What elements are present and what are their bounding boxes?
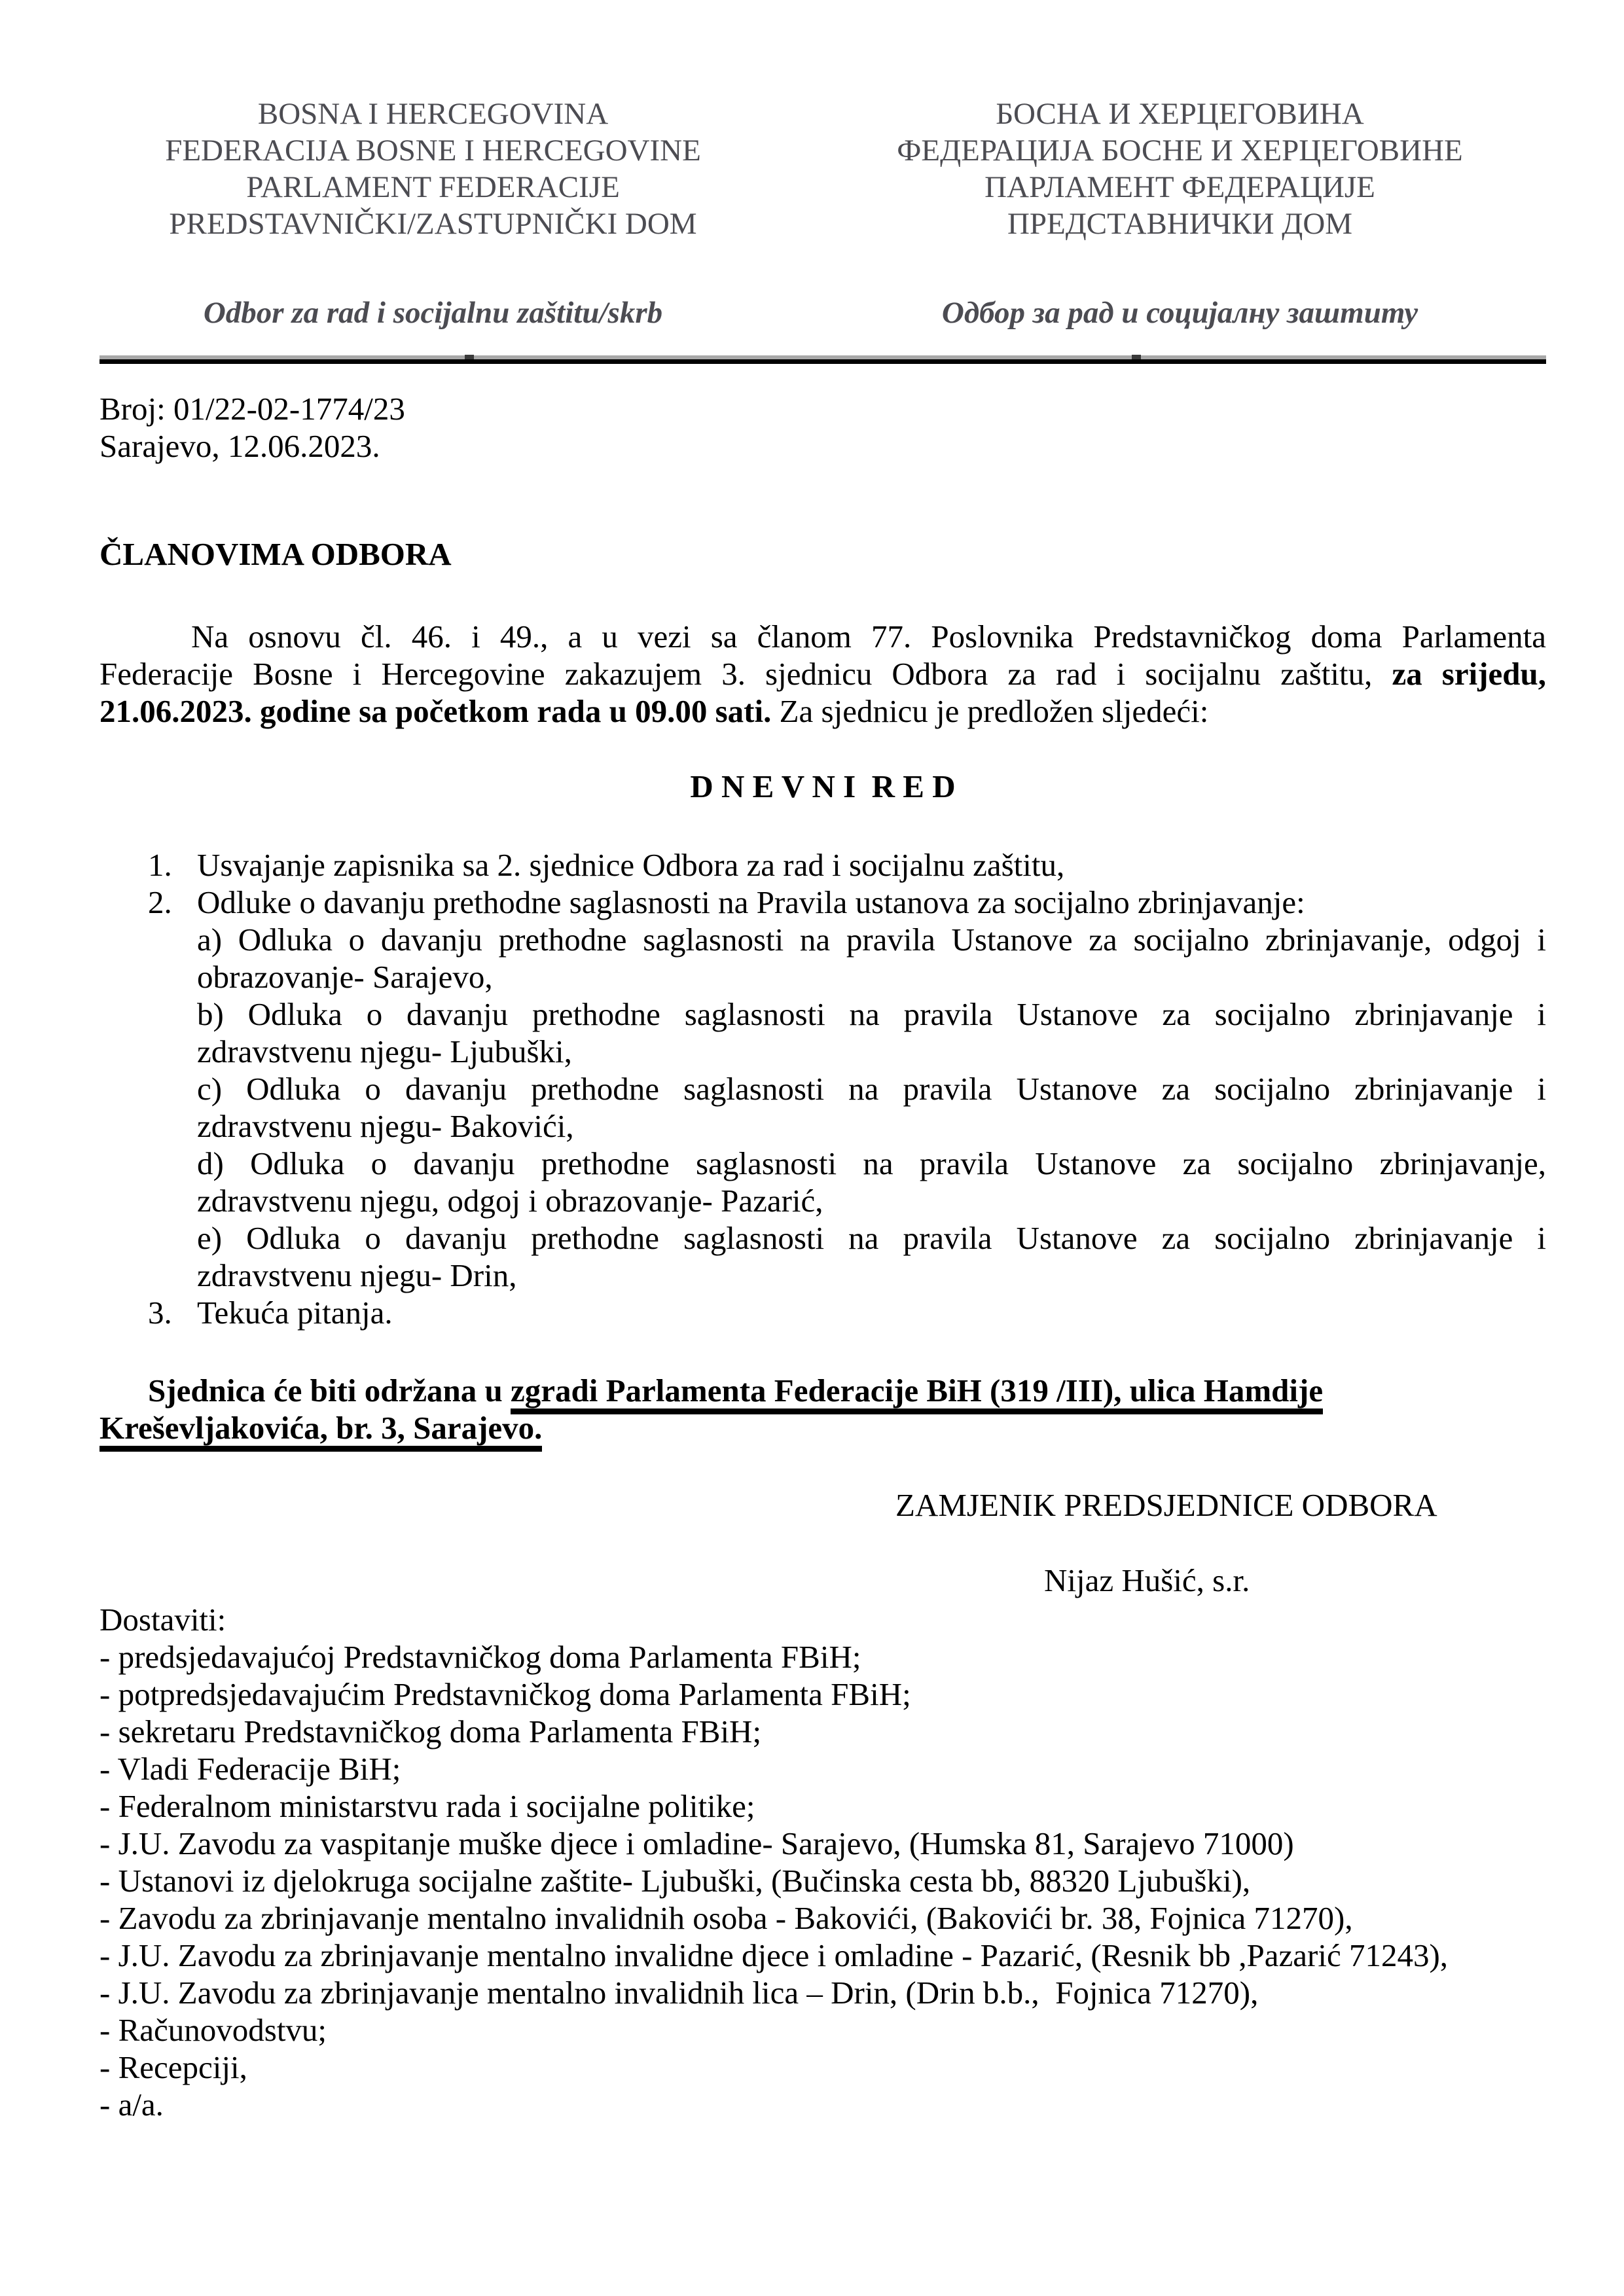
intro-line-3 [99,692,1546,730]
letterhead-line-house: PREDSTAVNIČKI/ZASTUPNIČKI DOM [169,207,697,241]
agenda-list [99,846,1546,1331]
agenda-subitem-c-line-1: c) Odluka o davanju prethodne saglasnosti na pravila Ustanove za socijalno zbrinjavanje i [197,1071,1546,1107]
agenda-title: D N E V N I R E D [690,768,956,804]
intro-line-2-regular: Federacije Bosne i Hercegovine zakazujem 3. sjednicu Odbora za rad i socijalnu zaštitu, [99,656,1392,692]
distribution-item-13: - a/a. [99,2087,164,2123]
distribution-label: Dostaviti: [99,1602,226,1638]
intro-line-1-text: Na osnovu čl. 46. i 49., a u vezi sa članom 77. Poslovnika Predstavničkog doma Parlamenta [191,619,1546,655]
letterhead-cyrillic [875,96,1485,331]
letterhead [99,96,1546,331]
signature-title: ZAMJENIK PREDSJEDNICE ODBORA [895,1487,1437,1523]
horizontal-rule [99,355,1546,364]
agenda-subitem-d-line-1: d) Odluka o davanju prethodne saglasnosti na pravila Ustanove za socijalno zbrinjavanje, [197,1145,1546,1181]
distribution-item-12: - Recepciji, [99,2049,247,2085]
letterhead-line-federation-cyr: ФЕДЕРАЦИЈА БОСНЕ И ХЕРЦЕГОВИНЕ [897,134,1463,168]
agenda-subitem-d-line-2: zdravstvenu njegu, odgoj i obrazovanje- Pazarić, [197,1183,823,1219]
location-prefix: Sjednica će biti održana u [148,1372,511,1408]
agenda-subitem-a-line-2: obrazovanje- Sarajevo, [197,959,493,995]
intro-line-3-bold: 21.06.2023. godine sa početkom rada u 09.00 sati. [99,693,772,729]
agenda-subitem-b-line-1: b) Odluka o davanju prethodne saglasnosti na pravila Ustanove za socijalno zbrinjavanje i [197,996,1546,1032]
agenda-item-3-number: 3. [148,1295,172,1331]
agenda-item-2-number: 2. [148,884,172,920]
agenda-subitem-e-line-1: e) Odluka o davanju prethodne saglasnosti na pravila Ustanove za socijalno zbrinjavanje i [197,1220,1546,1256]
distribution-item-11: - Računovodstvu; [99,2012,327,2048]
rule-scan-artifact [465,355,474,359]
distribution-item-7: - Ustanovi iz djelokruga socijalne zaštite- Ljubuški, (Bučinska cesta bb, 88320 Ljubuški), [99,1863,1251,1899]
signature-name: Nijaz Hušić, s.r. [1044,1562,1250,1598]
location-line-1 [99,1372,1546,1409]
document-number: Broj: 01/22-02-1774/23 [99,391,405,427]
distribution-item-5: - Federalnom ministarstvu rada i socijalne politike; [99,1788,755,1824]
committee-name-latin: Odbor za rad i socijalnu zaštitu/skrb [203,296,663,330]
letterhead-line-parliament-cyr: ПАРЛАМЕНТ ФЕДЕРАЦИЈЕ [984,170,1375,204]
intro-line-1 [99,618,1546,655]
place-and-date: Sarajevo, 12.06.2023. [99,428,380,464]
distribution-item-6: - J.U. Zavodu za vaspitanje muške djece i omladine- Sarajevo, (Humska 81, Sarajevo 71000) [99,1825,1294,1861]
distribution-item-8: - Zavodu za zbrinjavanje mentalno invalidnih osoba - Bakovići, (Bakovići br. 38, Fojnica 71270), [99,1900,1353,1936]
letterhead-line-country-cyr: БОСНА И ХЕРЦЕГОВИНА [996,97,1364,131]
location-line-2 [99,1409,1546,1446]
agenda-subitem-c-line-2: zdravstvenu njegu- Bakovići, [197,1108,574,1144]
committee-name-cyrillic: Одбор за рад и социјалну заштиту [941,296,1418,330]
intro-line-2 [99,655,1546,692]
agenda-item-2-text: Odluke o davanju prethodne saglasnosti na Pravila ustanova za socijalno zbrinjavanje: [197,884,1305,920]
distribution-item-3: - sekretaru Predstavničkog doma Parlamenta FBiH; [99,1713,762,1749]
reference-block [99,390,1546,465]
agenda-item-3-text: Tekuća pitanja. [197,1295,393,1331]
agenda-item-3 [99,1294,1546,1331]
letterhead-line-parliament: PARLAMENT FEDERACIJE [246,170,620,204]
letterhead-line-country: BOSNA I HERCEGOVINA [257,97,609,131]
distribution-item-9: - J.U. Zavodu za zbrinjavanje mentalno invalidne djece i omladine - Pazarić, (Resnik bb ,Pazarić 71243), [99,1937,1449,1973]
distribution-list [99,1601,1546,2123]
distribution-item-1: - predsjedavajućoj Predstavničkog doma Parlamenta FBiH; [99,1639,861,1675]
agenda-item-1 [99,846,1546,884]
letterhead-line-federation: FEDERACIJA BOSNE I HERCEGOVINE [165,134,701,168]
location-paragraph [99,1372,1546,1446]
letterhead-latin [147,96,719,331]
intro-line-2-bold: za srijedu, [1392,656,1547,692]
agenda-item-1-number: 1. [148,847,172,883]
addressee-line: ČLANOVIMA ODBORA [99,536,452,572]
agenda-item-2 [99,884,1546,921]
location-underlined-2: Kreševljakovića, br. 3, Sarajevo. [99,1410,542,1452]
rule-black-band [99,359,1546,364]
letterhead-line-house-cyr: ПРЕДСТАВНИЧКИ ДОМ [1007,207,1353,241]
distribution-item-2: - potpredsjedavajućim Predstavničkog doma Parlamenta FBiH; [99,1676,911,1712]
agenda-subitem-e-line-2: zdravstvenu njegu- Drin, [197,1257,517,1293]
rule-scan-artifact [1132,355,1141,359]
agenda-subitem-a-line-1: a) Odluka o davanju prethodne saglasnosti na pravila Ustanove za socijalno zbrinjavanje, odgoj i [197,922,1546,958]
location-underlined-1: zgradi Parlamenta Federacije BiH (319 /III), ulica Hamdije [511,1372,1323,1414]
intro-line-3-regular: Za sjednicu je predložen sljedeći: [771,693,1209,729]
distribution-item-4: - Vladi Federacije BiH; [99,1751,401,1787]
agenda-item-1-text: Usvajanje zapisnika sa 2. sjednice Odbora za rad i socijalnu zaštitu, [197,847,1065,883]
intro-paragraph [99,618,1546,730]
distribution-item-10: - J.U. Zavodu za zbrinjavanje mentalno invalidnih lica – Drin, (Drin b.b., Fojnica 71270), [99,1975,1259,2011]
agenda-subitem-b-line-2: zdravstvenu njegu- Ljubuški, [197,1033,572,1069]
